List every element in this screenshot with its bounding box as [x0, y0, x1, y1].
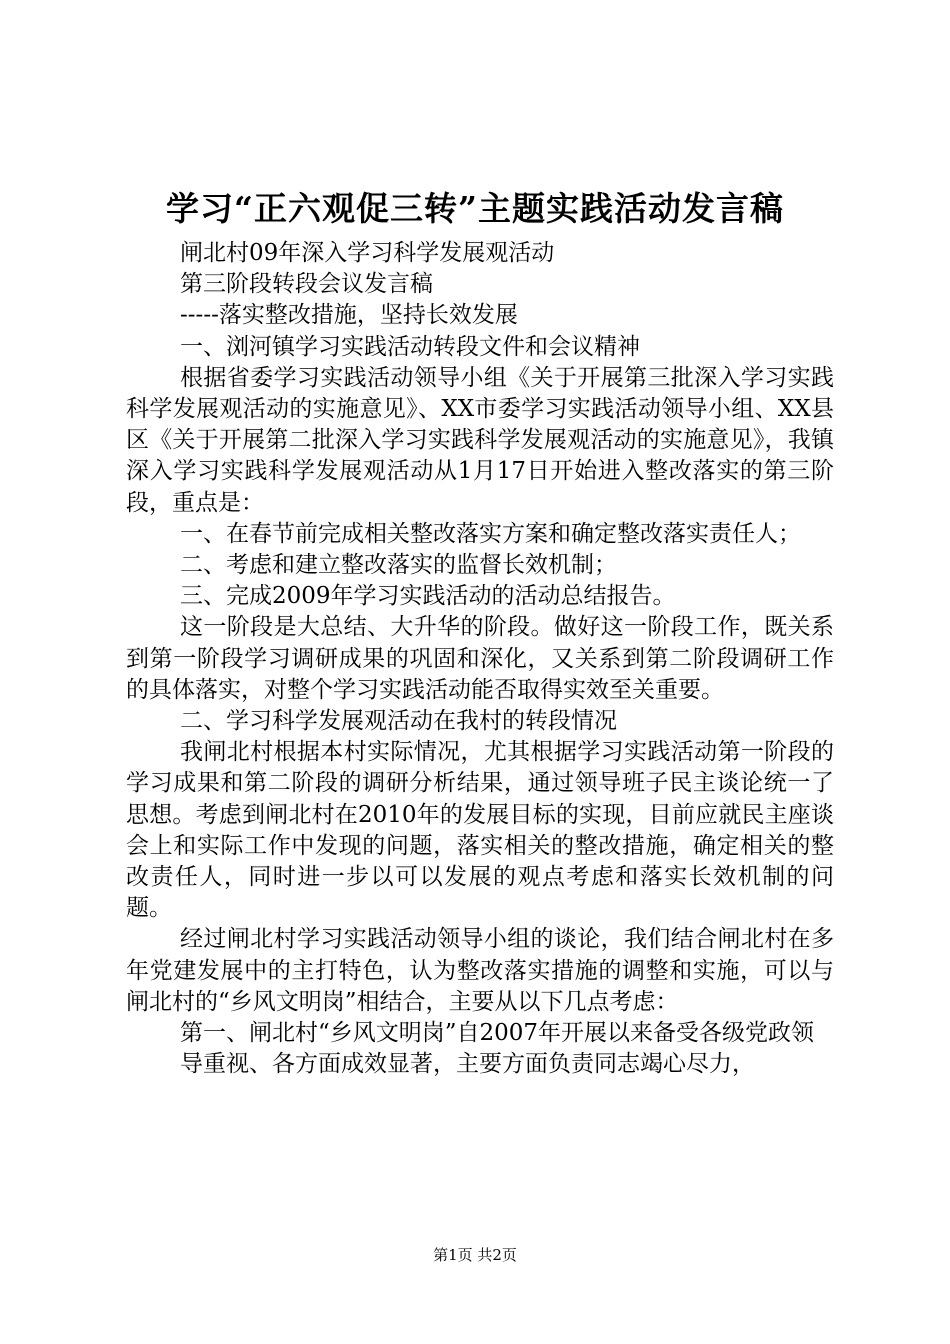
paragraph-9: 这一阶段是大总结、大升华的阶段。做好这一阶段工作，既关系到第一阶段学习调研成果的巩固和深化，又关系到第二阶段调研工作的具体落实，对整个学习实践活动能否取得实效至关重要。: [126, 614, 834, 703]
paragraph-11: 我闸北村根据本村实际情况，尤其根据学习实践活动第一阶段的学习成果和第二阶段的调研分析结果，通过领导班子民主谈论统一了思想。考虑到闸北村在2010年的发展目标的实现，目前应就民主座谈会上和实际工作中发现的问题，落实相关的整改措施，确定相关的整改责任人，同时进一步以可以发展的观点考虑和落实长效机制的问题。: [126, 739, 834, 922]
document-body: [126, 238, 834, 1080]
page-footer: 第1页 共2页: [433, 1246, 517, 1264]
paragraph-10: 二、学习科学发展观活动在我村的转段情况: [180, 708, 617, 735]
paragraph-3: -----落实整改措施，坚持长效发展: [180, 302, 518, 329]
document-title: 学习“正六观促三转”主题实践活动发言稿: [166, 189, 784, 228]
paragraph-14: 导重视、各方面成效显著，主要方面负责同志竭心尽力，: [180, 1051, 755, 1078]
paragraph-2: 第三阶段转段会议发言稿: [180, 271, 433, 298]
paragraph-7: 二、考虑和建立整改落实的监督长效机制；: [180, 552, 617, 579]
paragraph-8: 三、完成2009年学习实践活动的活动总结报告。: [180, 583, 676, 610]
paragraph-6: 一、在春节前完成相关整改落实方案和确定整改落实责任人；: [180, 520, 801, 547]
paragraph-13: 第一、闸北村“乡风文明岗”自2007年开展以来备受各级党政领: [180, 1020, 815, 1047]
paragraph-12: 经过闸北村学习实践活动领导小组的谈论，我们结合闸北村在多年党建发展中的主打特色，认为整改落实措施的调整和实施，可以与闸北村的“乡风文明岗”相结合，主要从以下几点考虑：: [126, 926, 834, 1015]
paragraph-4: 一、浏河镇学习实践活动转段文件和会议精神: [180, 333, 640, 360]
paragraph-5: 根据省委学习实践活动领导小组《关于开展第三批深入学习实践科学发展观活动的实施意见》、XX市委学习实践活动领导小组、XX县区《关于开展第二批深入学习实践科学发展观活动的实施意见》，我镇深入学习实践科学发展观活动从1月17日开始进入整改落实的第三阶段，重点是：: [126, 364, 834, 516]
paragraph-1: 闸北村09年深入学习科学发展观活动: [180, 240, 555, 266]
